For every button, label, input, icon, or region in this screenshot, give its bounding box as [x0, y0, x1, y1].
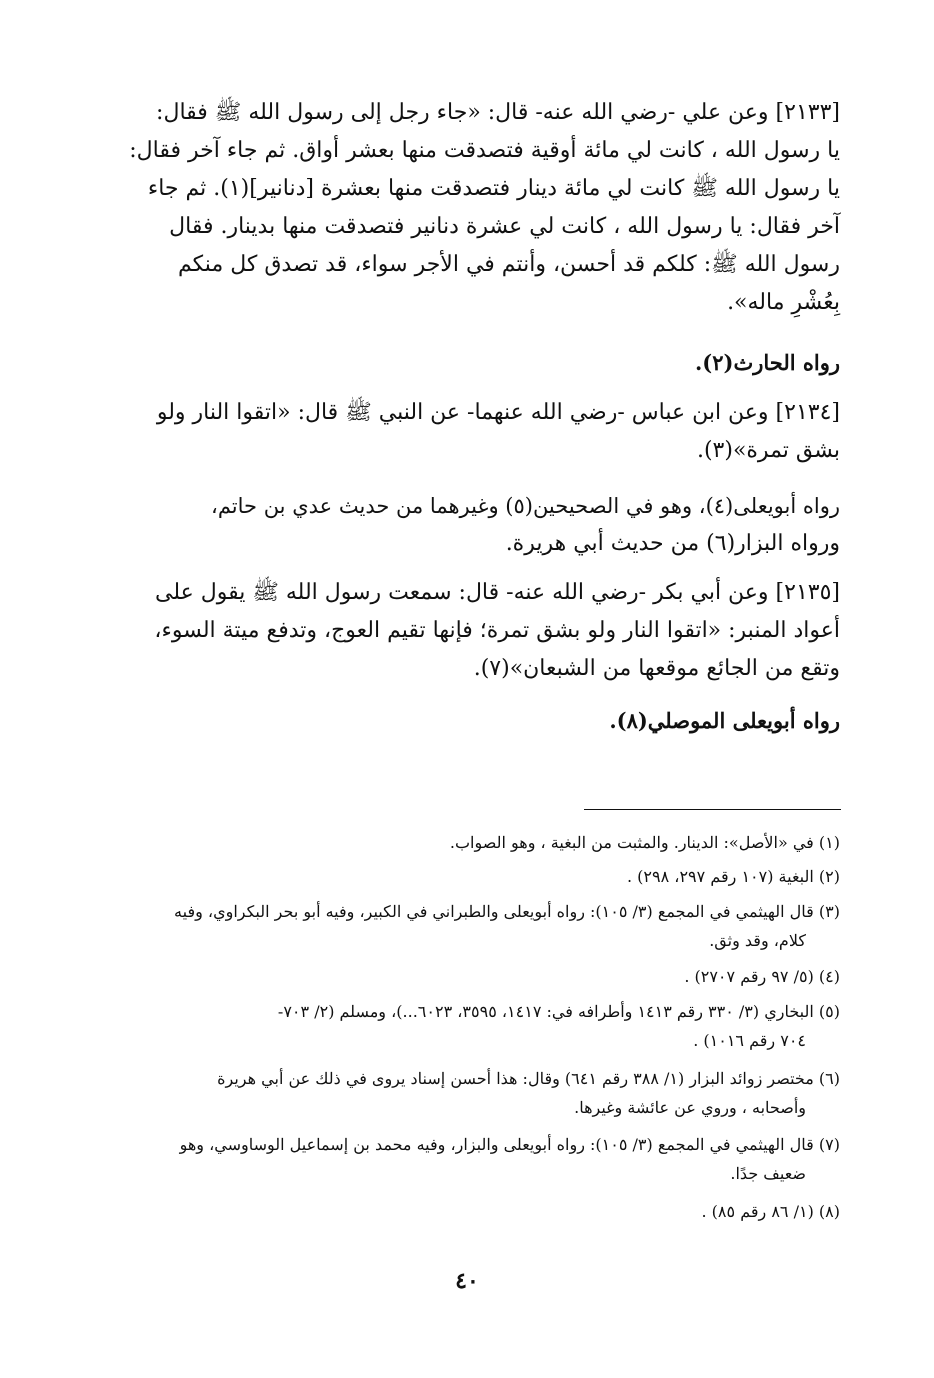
riwaya-line: ورواه البزار(٦) من حديث أبي هريرة.: [505, 531, 840, 556]
hadith-line: [٢١٣٤] وعن ابن عباس -رضي الله عنهما- عن النبي ﷺ قال: «اتقوا النار ولو: [156, 400, 840, 425]
footnote-line: (٦) مختصر زوائد البزار (١/ ٣٨٨ رقم ٦٤١) وقال: هذا أحسن إسناد يروى في ذلك عن أبي هريرة: [217, 1069, 840, 1088]
footnote-5: [78, 997, 840, 1055]
hadith-line: وتقع من الجائع موقعها من الشبعان»(٧).: [473, 656, 840, 681]
footnote-3: [78, 897, 840, 955]
footnote-4: [78, 962, 840, 991]
footnote-8: [78, 1197, 840, 1226]
footnote-line: كلام، وقد وثق.: [709, 931, 806, 950]
page-number: ٤٠: [455, 1268, 479, 1294]
hadith-line: [٢١٣٥] وعن أبي بكر -رضي الله عنه- قال: سمعت رسول الله ﷺ يقول على: [154, 580, 840, 605]
footnote-line: (٥) البخاري (٣/ ٣٣٠ رقم ١٤١٣ وأطرافه في: ١٤١٧، ٣٥٩٥، ٦٠٢٣...)، ومسلم (٢/ ٧٠٣-: [277, 1002, 840, 1021]
footnote-line: (٧) قال الهيثمي في المجمع (٣/ ١٠٥): رواه أبويعلى والبزار، وفيه محمد بن إسماعيل الوساوسي، وهو: [179, 1135, 840, 1154]
footnote-line: ضعيف جدًا.: [730, 1164, 806, 1183]
hadith-line: آخر فقال: يا رسول الله ، كانت لي عشرة دنانير فتصدقت منها بدينار. فقال: [169, 214, 840, 239]
hadith-line: بِعُشْرِ ماله».: [727, 290, 840, 315]
riwaya-line: رواه أبويعلى الموصلي(٨).: [609, 708, 840, 733]
footnote-separator: [584, 809, 841, 810]
hadith-line: [٢١٣٣] وعن علي -رضي الله عنه- قال: «جاء رجل إلى رسول الله ﷺ فقال:: [156, 100, 840, 125]
riwaya-2133: [78, 344, 840, 382]
hadith-2133: [78, 94, 840, 322]
hadith-2134: [78, 394, 840, 470]
hadith-2135: [78, 574, 840, 688]
riwaya-line: رواه أبويعلى(٤)، وهو في الصحيحين(٥) وغيرهما من حديث عدي بن حاتم،: [211, 494, 840, 518]
hadith-line: رسول الله ﷺ: كلكم قد أحسن، وأنتم في الأجر سواء، قد تصدق كل منكم: [178, 252, 840, 277]
footnote-line: وأصحابه ، وروي عن عائشة وغيرها.: [574, 1098, 806, 1117]
hadith-line: بشق تمرة»(٣).: [696, 438, 840, 463]
footnote-2: [78, 862, 840, 891]
hadith-line: أعواد المنبر: «اتقوا النار ولو بشق تمرة؛ فإنها تقيم العوج، وتدفع ميتة السوء،: [154, 618, 840, 643]
footnote-line: (٤) (٥/ ٩٧ رقم ٢٧٠٧) .: [684, 967, 840, 986]
footnote-line: (١) في «الأصل»: الدينار. والمثبت من البغية ، وهو الصواب.: [449, 833, 840, 852]
riwaya-line: رواه الحارث(٢).: [695, 350, 840, 375]
footnote-line: (٢) البغية (١٠٧ رقم ٢٩٧، ٢٩٨) .: [627, 867, 840, 886]
footnote-line: ٧٠٤ رقم ١٠١٦) .: [693, 1031, 806, 1050]
riwaya-2135: [78, 702, 840, 740]
footnote-6: [78, 1064, 840, 1122]
riwaya-2134: [78, 487, 840, 563]
hadith-line: يا رسول الله ، كانت لي مائة أوقية فتصدقت منها بعشر أواق. ثم جاء آخر فقال:: [129, 138, 840, 163]
footnote-7: [78, 1130, 840, 1188]
footnote-1: [78, 828, 840, 857]
footnote-line: (٨) (١/ ٨٦ رقم ٨٥) .: [701, 1202, 840, 1221]
footnote-line: (٣) قال الهيثمي في المجمع (٣/ ١٠٥): رواه أبويعلى والطبراني في الكبير، وفيه أبو بحر البكراوي، وفيه: [174, 902, 840, 921]
hadith-line: يا رسول الله ﷺ كانت لي مائة دينار فتصدقت منها بعشرة [دنانير](١). ثم جاء: [147, 176, 840, 201]
